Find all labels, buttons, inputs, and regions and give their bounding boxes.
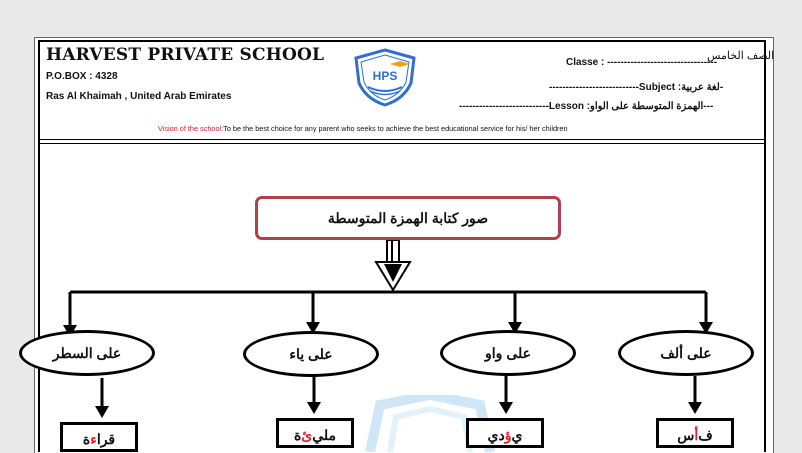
lesson-field: ---------------------------Lesson :الهمزة المتوسطة على الواو--- bbox=[459, 101, 714, 112]
branch-on-alif: على ألف bbox=[618, 330, 754, 376]
example-text-part: س bbox=[677, 427, 695, 443]
example-arrow-4 bbox=[688, 402, 702, 414]
hamza-letter: ء bbox=[90, 431, 97, 447]
example-text-part: ف bbox=[698, 427, 713, 443]
example-arrow-3 bbox=[499, 402, 513, 414]
classe-field: Classe : --------------------------------- bbox=[566, 57, 718, 68]
example-text-part: ملي bbox=[312, 427, 337, 443]
logo-text: HPS bbox=[372, 69, 398, 83]
example-text-part: ة bbox=[293, 427, 302, 443]
branch-on-waw: على واو bbox=[440, 330, 576, 376]
hamza-letter: ؤ bbox=[504, 427, 512, 443]
example-text-part: دي bbox=[487, 427, 505, 443]
example-text-part: ي bbox=[511, 427, 523, 443]
example-text-part: قرا bbox=[96, 431, 116, 447]
subject-field: ---------------------------Subject :لغة عربية- bbox=[549, 82, 724, 93]
branch-on-line: على السطر bbox=[19, 330, 155, 376]
diagram-title: صور كتابة الهمزة المتوسطة bbox=[255, 196, 561, 240]
branch-on-yaa: على ياء bbox=[243, 331, 379, 377]
vision-label: Vision of the school bbox=[158, 124, 222, 133]
example-arrow-2 bbox=[307, 402, 321, 414]
example-on-waw bbox=[466, 418, 544, 448]
school-name: HARVEST PRIVATE SCHOOL bbox=[46, 45, 325, 65]
example-on-alif bbox=[656, 418, 734, 448]
hamza-letter: أ bbox=[694, 427, 699, 443]
classe-value: الصف الخامس bbox=[707, 50, 775, 62]
school-address: Ras Al Khaimah , United Arab Emirates bbox=[46, 91, 232, 102]
example-arrow-1 bbox=[95, 406, 109, 418]
hamza-letter: ئ bbox=[301, 427, 313, 443]
example-on-line bbox=[60, 422, 138, 452]
vision-text: :To be the best choice for any parent who seeks to achieve the best educational service for his/ her children bbox=[221, 124, 568, 133]
po-box: P.O.BOX : 4328 bbox=[46, 71, 118, 82]
example-text-part: ة bbox=[82, 431, 91, 447]
example-on-yaa bbox=[276, 418, 354, 448]
